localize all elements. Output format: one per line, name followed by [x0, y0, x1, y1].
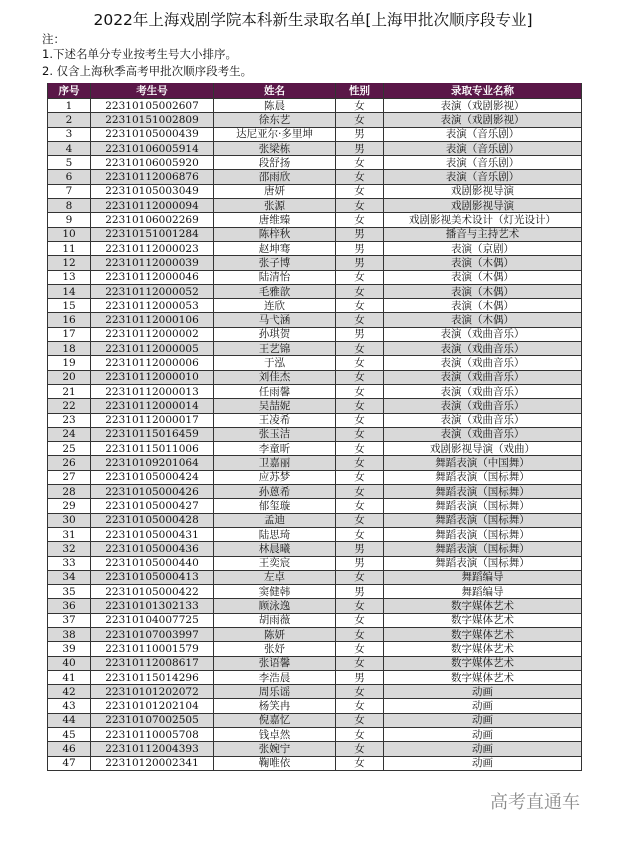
cell-major: 动画 — [384, 742, 582, 756]
table-row — [48, 728, 582, 742]
cell-exam-id: 22310112000094 — [91, 199, 214, 213]
table-header-row — [48, 83, 582, 99]
cell-exam-id: 22310151002809 — [91, 113, 214, 127]
cell-major: 表演（戏曲音乐） — [384, 413, 582, 427]
cell-major: 表演（戏曲音乐） — [384, 427, 582, 441]
cell-major: 数字媒体艺术 — [384, 656, 582, 670]
cell-exam-id: 22310105000424 — [91, 470, 214, 484]
cell-major: 戏剧影视美术设计（灯光设计） — [384, 213, 582, 227]
table-row — [48, 627, 582, 641]
cell-name: 周乐谣 — [214, 685, 336, 699]
cell-index: 20 — [48, 370, 91, 384]
cell-gender: 女 — [336, 170, 384, 184]
table-row — [48, 585, 582, 599]
cell-index: 46 — [48, 742, 91, 756]
table-row — [48, 227, 582, 241]
cell-gender: 女 — [336, 627, 384, 641]
cell-gender: 女 — [336, 685, 384, 699]
cell-exam-id: 22310110005708 — [91, 728, 214, 742]
cell-major: 舞蹈表演（国标舞） — [384, 527, 582, 541]
cell-exam-id: 22310115014296 — [91, 670, 214, 684]
cell-major: 戏剧影视导演（戏曲） — [384, 442, 582, 456]
cell-index: 1 — [48, 99, 91, 113]
cell-exam-id: 22310112000010 — [91, 370, 214, 384]
cell-exam-id: 22310105000413 — [91, 570, 214, 584]
table-row — [48, 141, 582, 155]
cell-major: 播音与主持艺术 — [384, 227, 582, 241]
cell-name: 张子博 — [214, 256, 336, 270]
cell-name: 唐维臻 — [214, 213, 336, 227]
cell-gender: 男 — [336, 256, 384, 270]
table-row — [48, 313, 582, 327]
cell-gender: 女 — [336, 570, 384, 584]
cell-name: 张梁栋 — [214, 141, 336, 155]
cell-name: 毛雅歆 — [214, 284, 336, 298]
cell-major: 动画 — [384, 685, 582, 699]
cell-major: 舞蹈编导 — [384, 585, 582, 599]
cell-gender: 女 — [336, 156, 384, 170]
cell-index: 14 — [48, 284, 91, 298]
cell-exam-id: 22310105002607 — [91, 99, 214, 113]
cell-gender: 女 — [336, 284, 384, 298]
cell-gender: 女 — [336, 313, 384, 327]
cell-name: 陈妍 — [214, 627, 336, 641]
cell-name: 赵坤骞 — [214, 241, 336, 255]
cell-name: 邵雨欣 — [214, 170, 336, 184]
cell-name: 陈晨 — [214, 99, 336, 113]
cell-gender: 女 — [336, 199, 384, 213]
cell-gender: 男 — [336, 327, 384, 341]
cell-gender: 女 — [336, 384, 384, 398]
cell-gender: 男 — [336, 127, 384, 141]
cell-index: 21 — [48, 384, 91, 398]
admission-table — [47, 83, 582, 771]
cell-major: 表演（音乐剧） — [384, 127, 582, 141]
cell-gender: 女 — [336, 613, 384, 627]
cell-major: 动画 — [384, 713, 582, 727]
cell-name: 孙琪贺 — [214, 327, 336, 341]
cell-name: 王凌希 — [214, 413, 336, 427]
cell-exam-id: 22310112000014 — [91, 399, 214, 413]
cell-gender: 男 — [336, 670, 384, 684]
cell-gender: 女 — [336, 370, 384, 384]
cell-name: 张妤 — [214, 642, 336, 656]
cell-gender: 女 — [336, 599, 384, 613]
cell-exam-id: 22310105000431 — [91, 527, 214, 541]
cell-exam-id: 22310106005914 — [91, 141, 214, 155]
cell-exam-id: 22310104007725 — [91, 613, 214, 627]
cell-gender: 女 — [336, 713, 384, 727]
cell-index: 31 — [48, 527, 91, 541]
table-row — [48, 270, 582, 284]
cell-name: 李浩晨 — [214, 670, 336, 684]
table-row — [48, 442, 582, 456]
cell-name: 林晨曦 — [214, 542, 336, 556]
cell-index: 19 — [48, 356, 91, 370]
cell-name: 王艺锦 — [214, 342, 336, 356]
cell-name: 达尼亚尔·多里坤 — [214, 127, 336, 141]
cell-major: 表演（戏曲音乐） — [384, 356, 582, 370]
cell-major: 表演（戏剧影视） — [384, 113, 582, 127]
cell-name: 窦健韩 — [214, 585, 336, 599]
cell-name: 顾泳逸 — [214, 599, 336, 613]
table-row — [48, 99, 582, 113]
cell-gender: 女 — [336, 699, 384, 713]
table-row — [48, 599, 582, 613]
cell-name: 陆清怡 — [214, 270, 336, 284]
cell-index: 27 — [48, 470, 91, 484]
cell-exam-id: 22310112000017 — [91, 413, 214, 427]
cell-exam-id: 22310110001579 — [91, 642, 214, 656]
cell-major: 表演（木偶） — [384, 313, 582, 327]
cell-exam-id: 22310101202104 — [91, 699, 214, 713]
table-row — [48, 699, 582, 713]
cell-index: 35 — [48, 585, 91, 599]
cell-index: 17 — [48, 327, 91, 341]
cell-major: 表演（木偶） — [384, 284, 582, 298]
cell-index: 25 — [48, 442, 91, 456]
cell-gender: 女 — [336, 213, 384, 227]
cell-index: 36 — [48, 599, 91, 613]
cell-gender: 女 — [336, 513, 384, 527]
cell-major: 表演（戏曲音乐） — [384, 370, 582, 384]
cell-index: 8 — [48, 199, 91, 213]
cell-major: 舞蹈表演（国标舞） — [384, 470, 582, 484]
table-row — [48, 284, 582, 298]
cell-major: 舞蹈表演（国标舞） — [384, 556, 582, 570]
cell-gender: 女 — [336, 456, 384, 470]
table-row — [48, 241, 582, 255]
cell-major: 表演（音乐剧） — [384, 170, 582, 184]
table-row — [48, 485, 582, 499]
cell-gender: 女 — [336, 470, 384, 484]
table-row — [48, 670, 582, 684]
cell-index: 44 — [48, 713, 91, 727]
cell-name: 鞠唯依 — [214, 756, 336, 770]
cell-index: 3 — [48, 127, 91, 141]
cell-exam-id: 22310112000013 — [91, 384, 214, 398]
table-row — [48, 370, 582, 384]
cell-major: 表演（戏曲音乐） — [384, 342, 582, 356]
cell-name: 徐东艺 — [214, 113, 336, 127]
cell-exam-id: 22310112004393 — [91, 742, 214, 756]
cell-exam-id: 22310105000436 — [91, 542, 214, 556]
cell-major: 数字媒体艺术 — [384, 599, 582, 613]
table-row — [48, 113, 582, 127]
cell-name: 李童昕 — [214, 442, 336, 456]
table-row — [48, 456, 582, 470]
cell-exam-id: 22310112000002 — [91, 327, 214, 341]
note-2: 2. 仅含上海秋季高考甲批次顺序段考生。 — [42, 64, 253, 78]
cell-major: 表演（木偶） — [384, 299, 582, 313]
cell-index: 33 — [48, 556, 91, 570]
cell-exam-id: 22310105003049 — [91, 184, 214, 198]
cell-major: 戏剧影视导演 — [384, 184, 582, 198]
cell-exam-id: 22310105000440 — [91, 556, 214, 570]
cell-index: 2 — [48, 113, 91, 127]
cell-exam-id: 22310112000046 — [91, 270, 214, 284]
cell-major: 动画 — [384, 699, 582, 713]
cell-index: 6 — [48, 170, 91, 184]
cell-name: 应苏梦 — [214, 470, 336, 484]
table-row — [48, 570, 582, 584]
note-1: 1.下述名单分专业按考生号大小排序。 — [42, 47, 237, 61]
table-row — [48, 327, 582, 341]
cell-exam-id: 22310112000052 — [91, 284, 214, 298]
cell-exam-id: 22310120002341 — [91, 756, 214, 770]
cell-name: 张婉宁 — [214, 742, 336, 756]
cell-exam-id: 22310106002269 — [91, 213, 214, 227]
cell-name: 于泓 — [214, 356, 336, 370]
cell-index: 41 — [48, 670, 91, 684]
cell-name: 刘佳杰 — [214, 370, 336, 384]
col-header-major: 录取专业名称 — [384, 83, 582, 99]
cell-gender: 女 — [336, 442, 384, 456]
cell-major: 舞蹈编导 — [384, 570, 582, 584]
table-row — [48, 713, 582, 727]
cell-gender: 男 — [336, 542, 384, 556]
cell-major: 表演（音乐剧） — [384, 156, 582, 170]
cell-major: 动画 — [384, 756, 582, 770]
table-row — [48, 685, 582, 699]
cell-name: 连欣 — [214, 299, 336, 313]
cell-gender: 男 — [336, 227, 384, 241]
cell-name: 马弋涵 — [214, 313, 336, 327]
cell-index: 5 — [48, 156, 91, 170]
cell-name: 钱卓然 — [214, 728, 336, 742]
cell-index: 32 — [48, 542, 91, 556]
cell-exam-id: 22310112000006 — [91, 356, 214, 370]
cell-gender: 女 — [336, 342, 384, 356]
table-row — [48, 156, 582, 170]
cell-gender: 女 — [336, 356, 384, 370]
cell-index: 47 — [48, 756, 91, 770]
cell-index: 9 — [48, 213, 91, 227]
cell-name: 孙蒽希 — [214, 485, 336, 499]
table-body — [48, 99, 582, 771]
cell-index: 43 — [48, 699, 91, 713]
cell-index: 29 — [48, 499, 91, 513]
cell-major: 表演（木偶） — [384, 256, 582, 270]
cell-name: 卫嘉丽 — [214, 456, 336, 470]
table-row — [48, 256, 582, 270]
cell-major: 表演（戏曲音乐） — [384, 384, 582, 398]
col-header-exam-id: 考生号 — [91, 83, 214, 99]
cell-major: 舞蹈表演（国标舞） — [384, 542, 582, 556]
cell-name: 任雨馨 — [214, 384, 336, 398]
table-row — [48, 170, 582, 184]
cell-gender: 女 — [336, 299, 384, 313]
cell-major: 舞蹈表演（国标舞） — [384, 485, 582, 499]
watermark: 高考直通车 — [490, 792, 580, 813]
cell-exam-id: 22310107003997 — [91, 627, 214, 641]
cell-index: 23 — [48, 413, 91, 427]
cell-gender: 男 — [336, 585, 384, 599]
cell-gender: 女 — [336, 527, 384, 541]
table-row — [48, 356, 582, 370]
table-row — [48, 527, 582, 541]
cell-index: 42 — [48, 685, 91, 699]
cell-major: 表演（戏曲音乐） — [384, 399, 582, 413]
cell-exam-id: 22310105000428 — [91, 513, 214, 527]
cell-index: 37 — [48, 613, 91, 627]
cell-major: 动画 — [384, 728, 582, 742]
cell-name: 陈梓秋 — [214, 227, 336, 241]
cell-index: 24 — [48, 427, 91, 441]
cell-exam-id: 22310107002505 — [91, 713, 214, 727]
cell-major: 表演（戏剧影视） — [384, 99, 582, 113]
note-heading: 注： — [42, 32, 65, 46]
cell-exam-id: 22310105000427 — [91, 499, 214, 513]
table-row — [48, 542, 582, 556]
cell-name: 段舒扬 — [214, 156, 336, 170]
cell-gender: 女 — [336, 485, 384, 499]
cell-index: 10 — [48, 227, 91, 241]
table-row — [48, 513, 582, 527]
cell-major: 舞蹈表演（国标舞） — [384, 499, 582, 513]
cell-index: 45 — [48, 728, 91, 742]
cell-name: 张源 — [214, 199, 336, 213]
table-row — [48, 213, 582, 227]
table-row — [48, 499, 582, 513]
cell-gender: 女 — [336, 728, 384, 742]
cell-index: 12 — [48, 256, 91, 270]
cell-index: 15 — [48, 299, 91, 313]
cell-gender: 男 — [336, 556, 384, 570]
cell-exam-id: 22310109201064 — [91, 456, 214, 470]
cell-exam-id: 22310105000422 — [91, 585, 214, 599]
cell-major: 表演（京剧） — [384, 241, 582, 255]
cell-exam-id: 22310105000426 — [91, 485, 214, 499]
cell-index: 38 — [48, 627, 91, 641]
table-row — [48, 127, 582, 141]
cell-gender: 男 — [336, 241, 384, 255]
cell-gender: 女 — [336, 427, 384, 441]
table-row — [48, 342, 582, 356]
cell-major: 表演（戏曲音乐） — [384, 327, 582, 341]
table-row — [48, 399, 582, 413]
cell-exam-id: 22310112000005 — [91, 342, 214, 356]
cell-name: 王奕宸 — [214, 556, 336, 570]
cell-exam-id: 22310112006876 — [91, 170, 214, 184]
cell-index: 34 — [48, 570, 91, 584]
cell-name: 张语馨 — [214, 656, 336, 670]
cell-index: 39 — [48, 642, 91, 656]
cell-exam-id: 22310112008617 — [91, 656, 214, 670]
cell-major: 数字媒体艺术 — [384, 670, 582, 684]
cell-gender: 女 — [336, 499, 384, 513]
cell-gender: 女 — [336, 742, 384, 756]
cell-index: 30 — [48, 513, 91, 527]
cell-exam-id: 22310115011006 — [91, 442, 214, 456]
cell-exam-id: 22310115016459 — [91, 427, 214, 441]
cell-gender: 女 — [336, 756, 384, 770]
cell-name: 吴喆妮 — [214, 399, 336, 413]
cell-name: 杨笑冉 — [214, 699, 336, 713]
cell-gender: 女 — [336, 270, 384, 284]
cell-major: 表演（音乐剧） — [384, 141, 582, 155]
cell-gender: 女 — [336, 656, 384, 670]
cell-index: 26 — [48, 456, 91, 470]
cell-index: 4 — [48, 141, 91, 155]
cell-major: 舞蹈表演（国标舞） — [384, 513, 582, 527]
table-row — [48, 742, 582, 756]
table-row — [48, 299, 582, 313]
cell-exam-id: 22310112000106 — [91, 313, 214, 327]
document-title: 2022年上海戏剧学院本科新生录取名单[上海甲批次顺序段专业] — [93, 11, 533, 29]
table-row — [48, 556, 582, 570]
cell-name: 郁玺璇 — [214, 499, 336, 513]
cell-name: 唐妍 — [214, 184, 336, 198]
table-row — [48, 384, 582, 398]
table-row — [48, 199, 582, 213]
cell-major: 数字媒体艺术 — [384, 627, 582, 641]
cell-exam-id: 22310101202072 — [91, 685, 214, 699]
cell-index: 13 — [48, 270, 91, 284]
cell-index: 18 — [48, 342, 91, 356]
table-row — [48, 427, 582, 441]
cell-gender: 男 — [336, 141, 384, 155]
cell-major: 数字媒体艺术 — [384, 642, 582, 656]
cell-name: 左卓 — [214, 570, 336, 584]
cell-gender: 女 — [336, 99, 384, 113]
cell-gender: 女 — [336, 399, 384, 413]
cell-major: 戏剧影视导演 — [384, 199, 582, 213]
cell-index: 7 — [48, 184, 91, 198]
col-header-index: 序号 — [48, 83, 91, 99]
table-row — [48, 413, 582, 427]
cell-name: 孟迪 — [214, 513, 336, 527]
cell-index: 16 — [48, 313, 91, 327]
cell-index: 11 — [48, 241, 91, 255]
cell-gender: 女 — [336, 642, 384, 656]
cell-name: 倪嘉忆 — [214, 713, 336, 727]
cell-major: 数字媒体艺术 — [384, 613, 582, 627]
table-row — [48, 756, 582, 770]
cell-exam-id: 22310151001284 — [91, 227, 214, 241]
cell-gender: 女 — [336, 184, 384, 198]
table-row — [48, 656, 582, 670]
cell-exam-id: 22310106005920 — [91, 156, 214, 170]
col-header-gender: 性别 — [336, 83, 384, 99]
cell-gender: 女 — [336, 413, 384, 427]
cell-index: 40 — [48, 656, 91, 670]
table-row — [48, 184, 582, 198]
cell-name: 陆思琦 — [214, 527, 336, 541]
cell-gender: 女 — [336, 113, 384, 127]
cell-major: 舞蹈表演（中国舞） — [384, 456, 582, 470]
table-row — [48, 613, 582, 627]
cell-exam-id: 22310105000439 — [91, 127, 214, 141]
cell-name: 胡雨薇 — [214, 613, 336, 627]
table-row — [48, 642, 582, 656]
cell-exam-id: 22310112000023 — [91, 241, 214, 255]
cell-exam-id: 22310101302133 — [91, 599, 214, 613]
col-header-name: 姓名 — [214, 83, 336, 99]
cell-exam-id: 22310112000039 — [91, 256, 214, 270]
cell-name: 张玉洁 — [214, 427, 336, 441]
cell-exam-id: 22310112000053 — [91, 299, 214, 313]
table-row — [48, 470, 582, 484]
cell-index: 28 — [48, 485, 91, 499]
cell-major: 表演（木偶） — [384, 270, 582, 284]
cell-index: 22 — [48, 399, 91, 413]
